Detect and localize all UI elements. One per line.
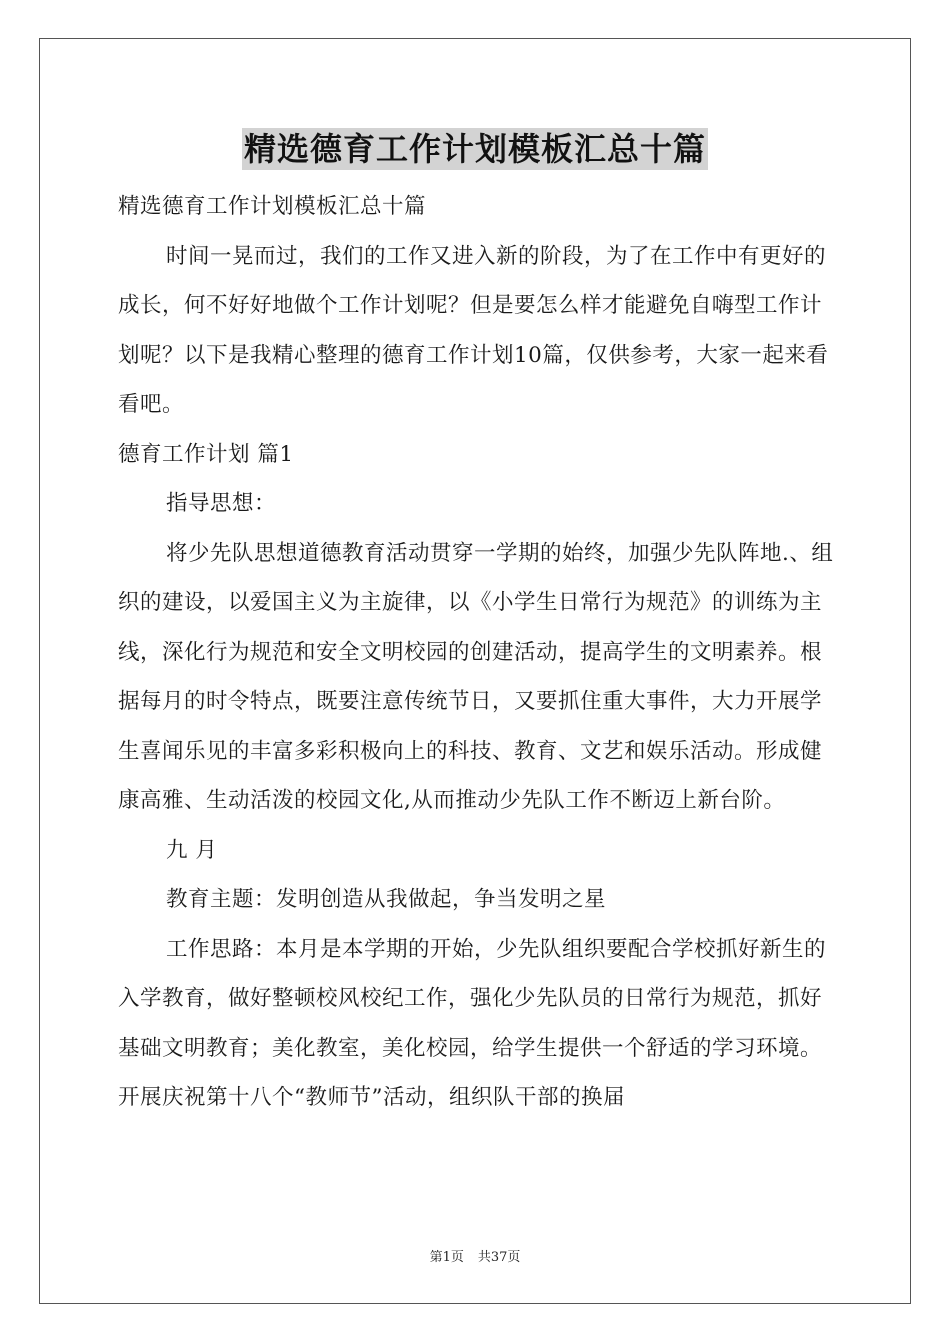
section-heading: 德育工作计划 篇1 bbox=[118, 441, 294, 467]
intro-paragraph: 时间一晃而过，我们的工作又进入新的阶段，为了在工作中有更好的成长，何不好好地做个工作计划呢？但是要怎么样才能避免自嗨型工作计划呢？以下是我精心整理的德育工作计划10篇，仅供参考，大家一起来看看吧。 bbox=[118, 243, 829, 417]
page-total: 共37页 bbox=[477, 1250, 521, 1265]
guiding-idea-paragraph: 将少先队思想道德教育活动贯穿一学期的始终，加强少先队阵地.、组织的建设，以爱国主义为主旋律，以《小学生日常行为规范》的训练为主线，深化行为规范和安全文明校园的创建活动，提高学生的文明素养。根据每月的时令特点，既要注意传统节日，又要抓住重大事件，大力开展学生喜闻乐见的丰富多彩积极向上的科技、教育、文艺和娱乐活动。形成健康高雅、生动活泼的校园文化,从而推动少先队工作不断迈上新台阶。 bbox=[118, 540, 834, 813]
guiding-idea-label: 指导思想： bbox=[166, 491, 277, 516]
education-theme-paragraph: 教育主题：发明创造从我做起，争当发明之星 bbox=[166, 887, 607, 912]
work-approach-paragraph: 工作思路：本月是本学期的开始，少先队组织要配合学校抓好新生的入学教育，做好整顿校风校纪工作，强化少先队员的日常行为规范，抓好基础文明教育；美化教室，美化校园，给学生提供一个舒适的学习环境。开展庆祝第十八个“教师节”活动，组织队干部的换届 bbox=[118, 936, 827, 1110]
subtitle-paragraph: 精选德育工作计划模板汇总十篇 bbox=[118, 194, 427, 219]
page-footer bbox=[0, 1246, 950, 1265]
title-container bbox=[0, 128, 950, 170]
document-title: 精选德育工作计划模板汇总十篇 bbox=[243, 130, 706, 168]
month-heading: 九 月 bbox=[166, 837, 218, 863]
page-number: 第1页 bbox=[429, 1250, 464, 1265]
document-body bbox=[118, 182, 838, 1123]
